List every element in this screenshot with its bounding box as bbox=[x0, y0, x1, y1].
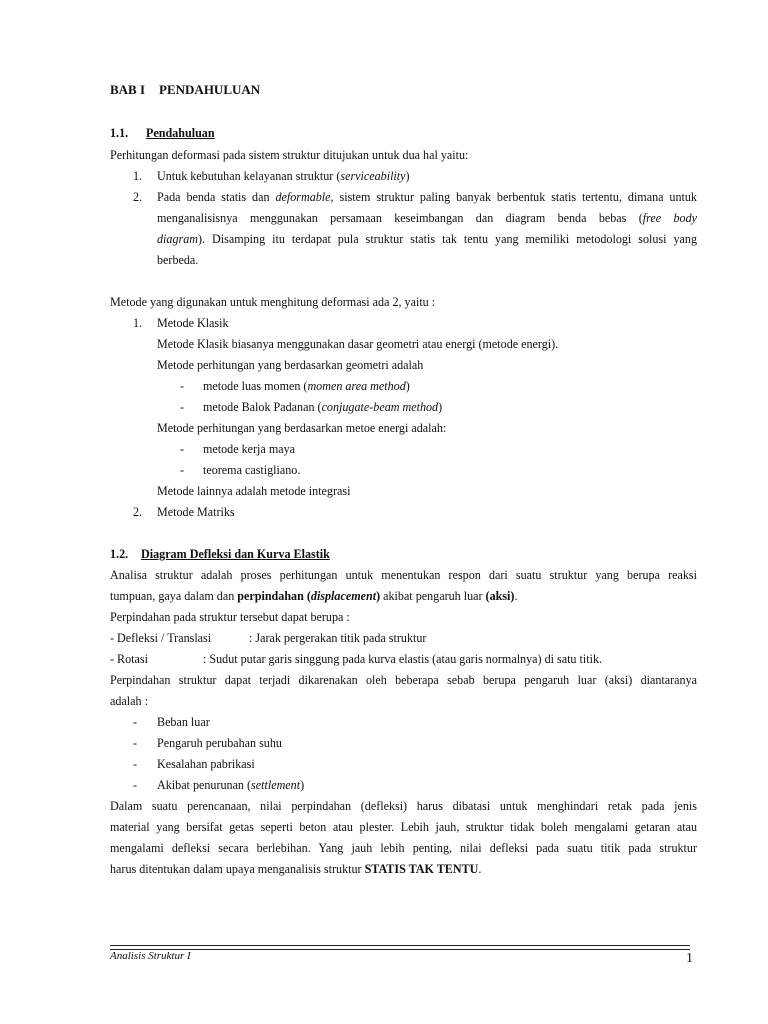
list-number: 1. bbox=[133, 316, 143, 330]
page-number: 1 bbox=[686, 951, 693, 966]
list-item-suhu: Pengaruh perubahan suhu bbox=[157, 736, 282, 750]
paragraph-perencanaan-line-3: mengalami defleksi secara berlebihan. Yang jauh lebih penting, nilai defleksi pada suatu titik pada struktur bbox=[110, 841, 697, 855]
paragraph-sebab-line-2: adalah : bbox=[110, 694, 148, 708]
paragraph-perencanaan-line-1: Dalam suatu perencanaan, nilai perpindahan (defleksi) harus dibatasi untuk menghindari retak pada jenis bbox=[110, 799, 697, 813]
method-energi-intro: Metode perhitungan yang berdasarkan metoe energi adalah: bbox=[157, 421, 447, 435]
paragraph-analisa-line-1: Analisa struktur adalah proses perhitungan untuk menentukan respon dari suatu struktur yang berupa reaksi bbox=[110, 568, 697, 582]
paragraph-metode-intro: Metode yang digunakan untuk menghitung deformasi ada 2, yaitu : bbox=[110, 295, 436, 309]
chapter-number: BAB I bbox=[110, 82, 146, 97]
definition-rotasi-desc: : Sudut putar garis singgung pada kurva elastis (atau garis normalnya) di satu titik. bbox=[203, 652, 603, 666]
paragraph-analisa-line-2: tumpuan, gaya dalam dan perpindahan (displacement) akibat pengaruh luar (aksi). bbox=[110, 589, 518, 603]
method-geometri-intro: Metode perhitungan yang berdasarkan geometri adalah bbox=[157, 358, 424, 372]
bullet-dash: - bbox=[133, 715, 138, 729]
bullet-dash: - bbox=[180, 463, 185, 477]
definition-defleksi-desc: : Jarak pergerakan titik pada struktur bbox=[249, 631, 427, 645]
paragraph-sebab-line-1: Perpindahan struktur dapat terjadi dikarenakan oleh beberapa sebab berupa pengaruh luar (aksi) diantaranya bbox=[110, 673, 697, 687]
list-number: 2. bbox=[133, 505, 143, 519]
footer-rule-thick bbox=[110, 945, 690, 946]
section-1-2-title: Diagram Defleksi dan Kurva Elastik bbox=[141, 547, 330, 561]
list-item-conjugate-beam: metode Balok Padanan (conjugate-beam method) bbox=[203, 400, 443, 414]
section-1-2-number: 1.2. bbox=[110, 547, 129, 561]
paragraph-intro: Perhitungan deformasi pada sistem struktur ditujukan untuk dua hal yaitu: bbox=[110, 148, 469, 162]
paragraph-perpindahan-intro: Perpindahan pada struktur tersebut dapat berupa : bbox=[110, 610, 350, 624]
bullet-dash: - bbox=[180, 400, 185, 414]
chapter-title bbox=[110, 82, 260, 97]
list-number: 2. bbox=[133, 190, 143, 204]
list-item-deformable-line-3: diagram). Disamping itu terdapat pula struktur statis tak tentu yang memiliki metodologi solusi yang bbox=[157, 232, 697, 246]
bullet-dash: - bbox=[133, 778, 138, 792]
list-item-beban-luar: Beban luar bbox=[157, 715, 210, 729]
definition-rotasi-label: - Rotasi bbox=[110, 652, 148, 666]
list-item-serviceability: Untuk kebutuhan kelayanan struktur (serviceability) bbox=[157, 169, 410, 183]
list-item-deformable-line-1: Pada benda statis dan deformable, sistem struktur paling banyak berbentuk statis tertentu, dimana untuk bbox=[157, 190, 697, 204]
definition-defleksi-label: - Defleksi / Translasi bbox=[110, 631, 212, 645]
list-number: 1. bbox=[133, 169, 143, 183]
list-item-deformable-line-4: berbeda. bbox=[157, 253, 199, 267]
method-klasik-desc: Metode Klasik biasanya menggunakan dasar geometri atau energi (metode energi). bbox=[157, 337, 559, 351]
bullet-dash: - bbox=[180, 379, 185, 393]
method-integrasi: Metode lainnya adalah metode integrasi bbox=[157, 484, 351, 498]
list-item-pabrikasi: Kesalahan pabrikasi bbox=[157, 757, 255, 771]
list-item-kerja-maya: metode kerja maya bbox=[203, 442, 296, 456]
footer-rule-thin bbox=[110, 949, 690, 950]
chapter-name: PENDAHULUAN bbox=[159, 82, 261, 97]
list-item-momen-area: metode luas momen (momen area method) bbox=[203, 379, 410, 393]
method-klasik-label: Metode Klasik bbox=[157, 316, 229, 330]
bullet-dash: - bbox=[133, 736, 138, 750]
section-1-1-number: 1.1. bbox=[110, 126, 129, 140]
bullet-dash: - bbox=[180, 442, 185, 456]
section-1-1-title: Pendahuluan bbox=[146, 126, 215, 140]
list-item-deformable-line-2: menganalisisnya menggunakan persamaan keseimbangan dan diagram benda bebas (free body bbox=[157, 211, 697, 225]
paragraph-perencanaan-line-4: harus ditentukan dalam upaya menganalisis struktur STATIS TAK TENTU. bbox=[110, 862, 482, 876]
footer-book-title: Analisis Struktur I bbox=[110, 950, 191, 962]
list-item-settlement: Akibat penurunan (settlement) bbox=[157, 778, 305, 792]
bullet-dash: - bbox=[133, 757, 138, 771]
method-matriks-label: Metode Matriks bbox=[157, 505, 235, 519]
list-item-castigliano: teorema castigliano. bbox=[203, 463, 301, 477]
paragraph-perencanaan-line-2: material yang bersifat getas seperti beton atau plester. Lebih jauh, struktur tidak boleh mengalami getaran atau bbox=[110, 820, 697, 834]
